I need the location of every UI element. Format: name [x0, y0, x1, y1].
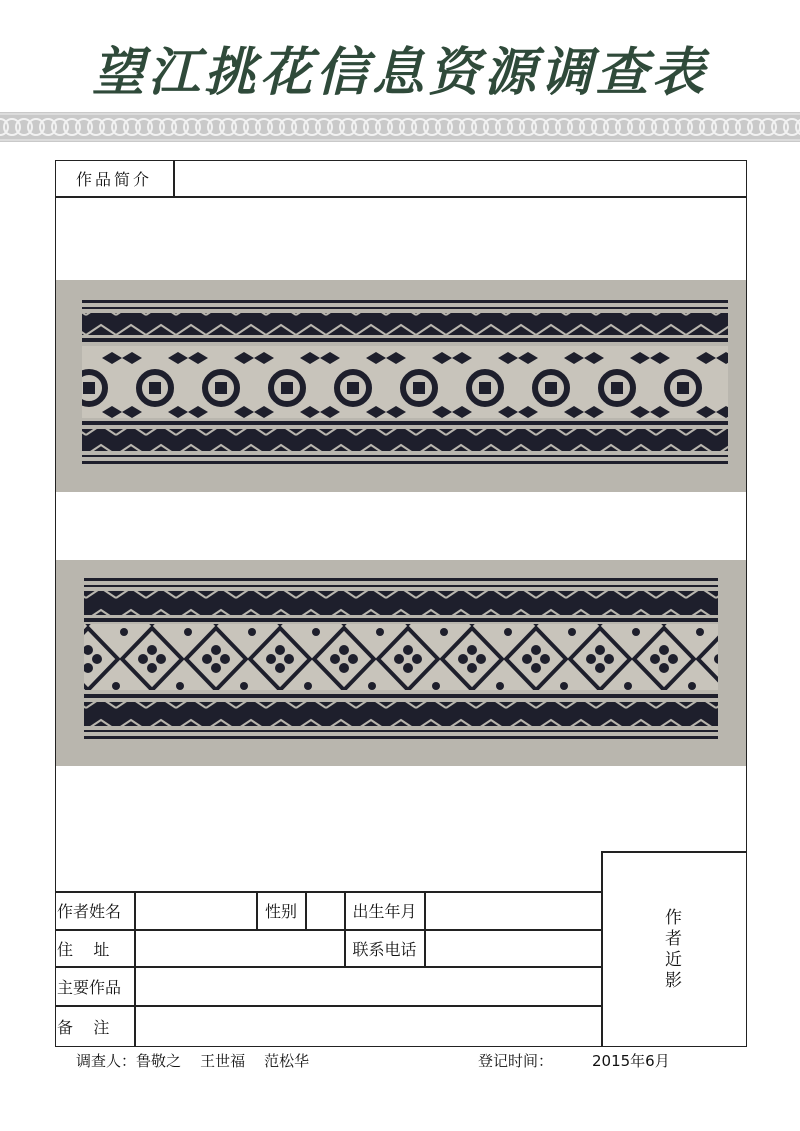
author-name-label: 作者姓名	[57, 902, 122, 921]
birth-field[interactable]	[426, 892, 600, 929]
address-label: 住 址	[57, 939, 110, 959]
investigators: 调查人：鲁敬之 王世福 范松华	[76, 1052, 310, 1070]
phone-field[interactable]	[426, 930, 600, 966]
embroidery-photo-2	[56, 560, 746, 766]
intro-label: 作品简介	[75, 169, 152, 189]
date-label: 登记时间：	[478, 1052, 554, 1070]
embroidery-photo-1	[56, 280, 746, 492]
works-label: 主要作品	[57, 977, 122, 997]
phone-label: 联系电话	[352, 939, 417, 959]
address-field[interactable]	[136, 930, 343, 966]
intro-field[interactable]	[175, 161, 745, 195]
works-field[interactable]	[136, 967, 600, 1005]
gender-label: 性别	[264, 902, 297, 921]
gender-field[interactable]	[307, 892, 343, 929]
portrait-label: 作者近影	[661, 908, 681, 992]
birth-label: 出生年月	[352, 902, 417, 921]
remarks-label: 备 注	[57, 1017, 110, 1037]
remarks-field[interactable]	[136, 1006, 600, 1046]
date-value: 2015年6月	[592, 1052, 670, 1070]
page-title: 望江挑花信息资源调查表	[91, 42, 708, 103]
author-name-field[interactable]	[136, 892, 255, 929]
decorative-band	[0, 112, 800, 142]
